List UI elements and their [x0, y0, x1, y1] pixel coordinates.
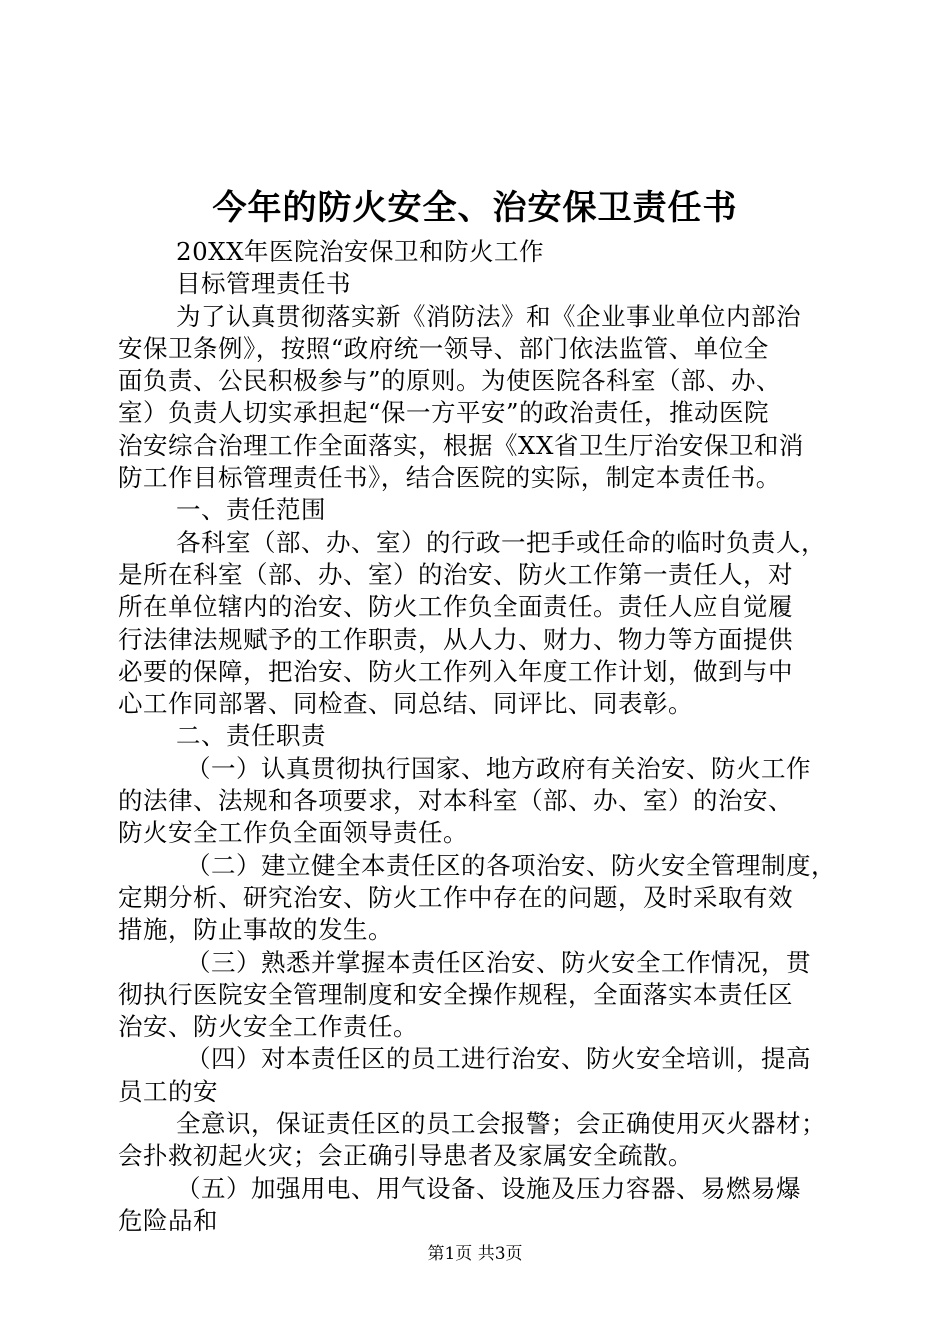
paragraph-line: 定期分析、研究治安、防火工作中存在的问题，及时采取有效 [118, 882, 793, 912]
paragraph-line: （一）认真贯彻执行国家、地方政府有关治安、防火工作 [186, 753, 811, 783]
paragraph-line: 为了认真贯彻落实新《消防法》和《企业事业单位内部治 [176, 301, 801, 331]
paragraph-line: 危险品和 [118, 1205, 218, 1235]
paragraph-line: 行法律法规赋予的工作职责，从人力、财力、物力等方面提供 [118, 624, 793, 654]
document-title: 今年的防火安全、治安保卫责任书 [212, 188, 738, 228]
paragraph-line: 安保卫条例》，按照“政府统一领导、部门依法监管、单位全 [118, 333, 769, 363]
paragraph-line: 防火安全工作负全面领导责任。 [118, 818, 468, 848]
paragraph-line: （三）熟悉并掌握本责任区治安、防火安全工作情况，贯 [186, 947, 811, 977]
paragraph-line: 必要的保障，把治安、防火工作列入年度工作计划，做到与中 [118, 656, 793, 686]
section-heading: 一、责任范围 [176, 495, 326, 525]
paragraph-line: 治安、防火安全工作责任。 [118, 1012, 418, 1042]
paragraph-line: 所在单位辖内的治安、防火工作负全面责任。责任人应自觉履 [118, 592, 793, 622]
subtitle-line-1: 20XX年医院治安保卫和防火工作 [176, 237, 545, 266]
paragraph-line: 全意识，保证责任区的员工会报警；会正确使用灭火器材； [176, 1109, 826, 1139]
document-body [118, 236, 838, 1237]
paragraph-line: （四）对本责任区的员工进行治安、防火安全培训，提高 [186, 1044, 811, 1074]
paragraph-line: 防工作目标管理责任书》，结合医院的实际，制定本责任书。 [118, 463, 781, 493]
paragraph-line: 彻执行医院安全管理制度和安全操作规程，全面落实本责任区 [118, 979, 793, 1009]
paragraph-line: 会扑救初起火灾；会正确引导患者及家属安全疏散。 [118, 1141, 693, 1171]
paragraph-line: 治安综合治理工作全面落实，根据《XX省卫生厅治安保卫和消 [118, 430, 804, 460]
paragraph-line: （五）加强用电、用气设备、设施及压力容器、易燃易爆 [176, 1173, 801, 1203]
paragraph-line: 是所在科室（部、办、室）的治安、防火工作第一责任人，对 [118, 559, 793, 589]
paragraph-line: 面负责、公民积极参与”的原则。为使医院各科室（部、办、 [118, 366, 782, 396]
page-number-footer: 第1页 共3页 [427, 1244, 523, 1264]
subtitle-line-2: 目标管理责任书 [176, 269, 351, 299]
paragraph-line: 室）负责人切实承担起“保一方平安”的政治责任，推动医院 [118, 398, 770, 428]
paragraph-line: 的法律、法规和各项要求，对本科室（部、办、室）的治安、 [118, 786, 793, 816]
paragraph-line: 各科室（部、办、室）的行政一把手或任命的临时负责人， [176, 527, 826, 557]
paragraph-line: 心工作同部署、同检查、同总结、同评比、同表彰。 [118, 689, 693, 719]
paragraph-line: （二）建立健全本责任区的各项治安、防火安全管理制度， [186, 850, 836, 880]
section-heading: 二、责任职责 [176, 721, 326, 751]
paragraph-line: 员工的安 [118, 1076, 218, 1106]
paragraph-line: 措施，防止事故的发生。 [118, 915, 393, 945]
